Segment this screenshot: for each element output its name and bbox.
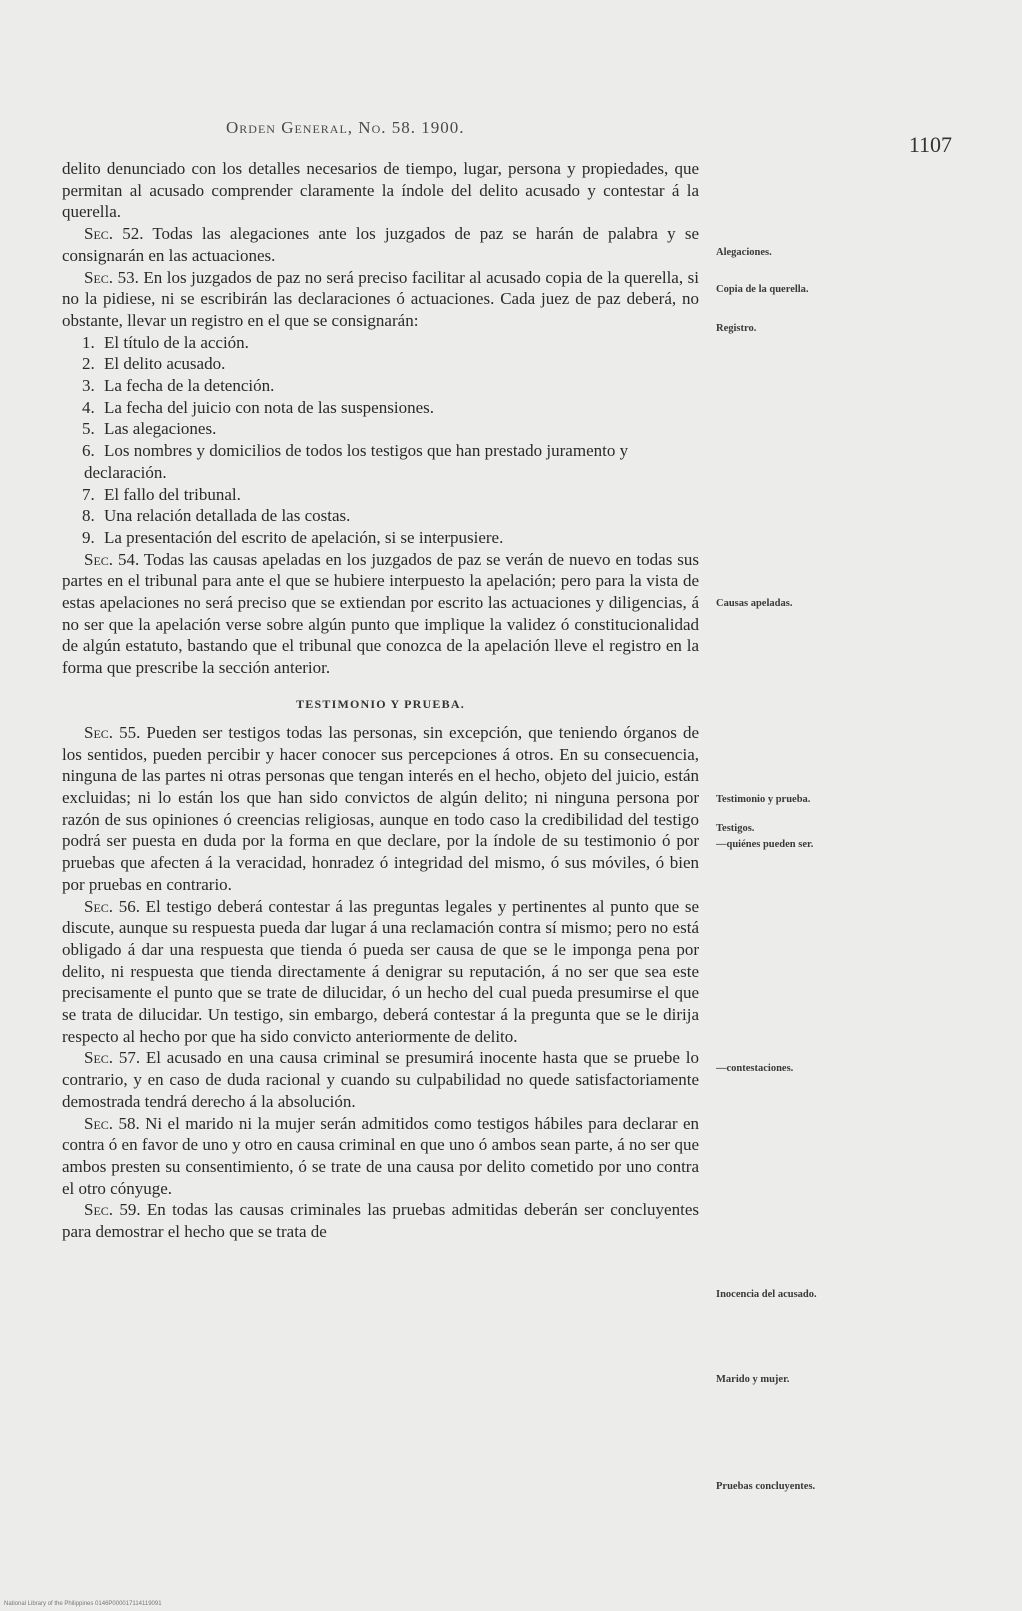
list-item	[62, 332, 699, 354]
margin-note-inocencia: Inocencia del acusado.	[716, 1289, 817, 1300]
section-58	[62, 1113, 699, 1200]
margin-note-testimonio: Testimonio y prueba.	[716, 794, 811, 805]
section-label: Sec. 58.	[84, 1113, 140, 1133]
section-text: Todas las causas apeladas en los juzgados de paz se verán de nuevo en todas sus partes en el tribunal para ante el que se hubiere interpuesto la apelación; pero para la vista de estas apelaciones no será preciso que se extiendan por escrito las actuaciones y diligencias, á no ser que la apelación verse sobre algún punto que implique la validez ó constitucionalidad de algún estatuto, bastando que el tribunal que conozca de la apelación lleve el registro en la forma que prescribe la sección anterior.	[62, 549, 699, 678]
list-number: 6.	[82, 441, 95, 461]
margin-note-marido: Marido y mujer.	[716, 1374, 790, 1385]
section-label: Sec. 54.	[84, 549, 140, 569]
section-54	[62, 549, 699, 679]
scan-footer: National Library of the Philippines 0146P000017114119091	[4, 1601, 162, 1607]
page-number: 1107	[908, 132, 952, 157]
section-55	[62, 722, 699, 896]
margin-note-causas: Causas apeladas.	[716, 598, 793, 609]
section-label: Sec. 57.	[84, 1048, 141, 1068]
paragraph-continued: delito denunciado con los detalles necesarios de tiempo, lugar, persona y propiedades, que permitan al acusado comprender claramente la índole del delito acusado y contestar á la querella.	[62, 159, 699, 222]
section-text: El acusado en una causa criminal se presumirá inocente hasta que se pruebe lo contrario, y en caso de duda racional y cuando su culpabilidad no quede satisfactoriamente demostrada tendrá derecho á la absolución.	[62, 1048, 699, 1111]
margin-note-copia: Copia de la querella.	[716, 284, 809, 295]
margin-note-alegaciones: Alegaciones.	[716, 247, 772, 258]
list-number: 3.	[82, 376, 95, 396]
list-item	[62, 418, 699, 440]
list-text: La fecha de la detención.	[104, 376, 275, 396]
section-label: Sec. 55.	[84, 722, 141, 742]
section-label: Sec. 53.	[84, 267, 139, 287]
list-item	[62, 505, 699, 527]
section-56	[62, 896, 699, 1048]
list-text: El título de la acción.	[104, 332, 249, 352]
main-text	[62, 158, 699, 1243]
list-number: 1.	[82, 332, 95, 352]
section-52	[62, 223, 699, 266]
list-item	[62, 353, 699, 375]
list-item	[62, 397, 699, 419]
section-label: Sec. 59.	[84, 1200, 141, 1220]
list-item	[62, 484, 699, 506]
list-text: El delito acusado.	[104, 354, 226, 374]
section-53	[62, 267, 699, 332]
register-list	[62, 332, 699, 549]
list-text: La fecha del juicio con nota de las suspensiones.	[104, 397, 434, 417]
list-item	[62, 375, 699, 397]
margin-note-contestaciones: —contestaciones.	[716, 1063, 794, 1074]
list-item	[62, 527, 699, 549]
list-number: 5.	[82, 419, 95, 439]
list-text: Las alegaciones.	[104, 419, 217, 439]
section-text: Pueden ser testigos todas las personas, sin excepción, que teniendo órganos de los sentidos, pueden percibir y hacer conocer sus percepciones á otros. En su consecuencia, ninguna de las partes ni otras personas que tengan interés en el hecho, objeto del juicio, están excluidas; ni lo están los que han sido convictos de algún delito; ni ninguna persona por razón de sus opiniones ó creencias religiosas, aunque en todo caso la credibilidad del testigo podrá ser puesta en duda por la forma en que declare, por la índole de su testimonio ó por pruebas que afecten á la veracidad, honradez ó integridad del mismo, ó sus móviles, ó bien por pruebas en contrario.	[62, 722, 700, 894]
margin-note-quienes: —quiénes pueden ser.	[716, 839, 814, 850]
section-text: En todas las causas criminales las pruebas admitidas deberán ser concluyentes para demostrar el hecho que se trata de	[62, 1200, 699, 1242]
section-label: Sec. 52.	[84, 224, 144, 244]
section-heading: TESTIMONIO Y PRUEBA.	[296, 696, 465, 711]
margin-note-testigos: Testigos.	[716, 823, 755, 834]
list-text: Una relación detallada de las costas.	[104, 506, 351, 526]
margin-note-pruebas: Pruebas concluyentes.	[716, 1481, 816, 1492]
section-text: Ni el marido ni la mujer serán admitidos como testigos hábiles para declarar en contra ó en favor de uno y otro en causa criminal en que uno ó ambos sean parte, á no ser que ambos presten su consentimiento, ó se trate de una causa por delito cometido por uno contra el otro cónyuge.	[62, 1113, 699, 1198]
section-label: Sec. 56.	[84, 896, 140, 916]
list-text: Los nombres y domicilios de todos los testigos que han prestado juramento y declaración.	[84, 441, 629, 482]
page-header	[0, 118, 1022, 158]
section-text: Todas las alegaciones ante los juzgados de paz se harán de palabra y se consignarán en las actuaciones.	[62, 224, 699, 265]
list-text: La presentación del escrito de apelación, si se interpusiere.	[104, 527, 504, 547]
list-number: 4.	[82, 397, 95, 417]
section-text: En los juzgados de paz no será preciso facilitar al acusado copia de la querella, si no la pidiese, ni se escribirán las declaraciones ó actuaciones. Cada juez de paz deberá, no obstante, llevar un registro en el que se consignarán:	[62, 267, 699, 330]
margin-note-registro: Registro.	[716, 323, 757, 334]
list-number: 7.	[82, 484, 95, 504]
list-number: 9.	[82, 527, 95, 547]
list-number: 8.	[82, 506, 95, 526]
section-text: El testigo deberá contestar á las preguntas legales y pertinentes al punto que se discute, aunque su respuesta pueda dar lugar á una reclamación contra sí mismo; pero no está obligado á dar una respuesta que tienda ó pueda ser causa de que se le imponga pena por delito, ni respuesta que tienda directamente á denigrar su reputación, á no ser que sea este precisamente el punto que se trate de dilucidar, ó un hecho del cual pueda presumirse el que se trata de dilucidar. Un testigo, sin embargo, deberá contestar á la pregunta que se le dirija respecto al hecho por que ha sido convicto anteriormente de delito.	[62, 896, 699, 1046]
section-57	[62, 1047, 699, 1112]
list-number: 2.	[82, 354, 95, 374]
list-text: El fallo del tribunal.	[104, 484, 241, 504]
section-59	[62, 1199, 699, 1242]
list-item	[62, 440, 699, 483]
running-head: Orden General, No. 58. 1900.	[226, 118, 465, 137]
